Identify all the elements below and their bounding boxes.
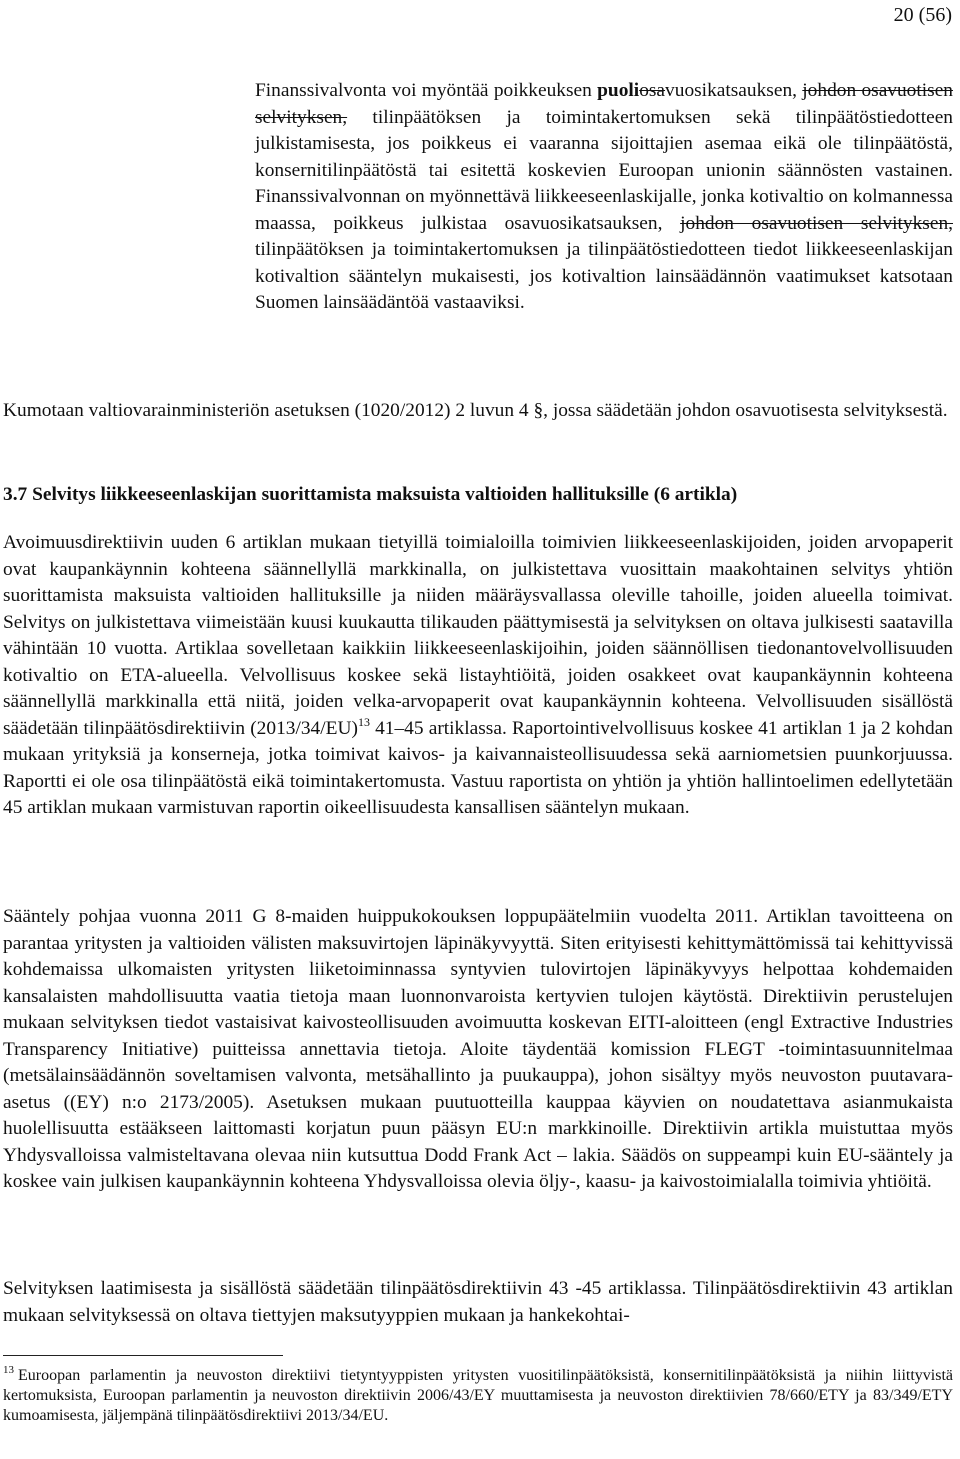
amendment-text-block [255, 78, 953, 317]
repeal-paragraph: Kumotaan valtiovarainministeriön asetuksen (1020/2012) 2 luvun 4 §, jossa säädetään johdon osavuotisesta selvityksestä. [3, 400, 948, 421]
deleted-text: osa [639, 80, 666, 101]
footnote-number: 13 [3, 1364, 14, 1376]
body-paragraph-3: Selvityksen laatimisesta ja sisällöstä säädetään tilinpäätösdirektiivin 43 -45 artiklassa. Tilinpäätösdirektiivin 43 artiklan mukaan selvityksessä on oltava tiettyjen maksutyyppien mukaan ja hankekohtai- [3, 1278, 953, 1326]
amendment-text: vuosikatsauksen, [665, 80, 803, 101]
body-paragraph-2: Sääntely pohjaa vuonna 2011 G 8-maiden huippukokouksen loppupäätelmiin vuodelta 2011. Artiklan tavoitteena on parantaa yritysten ja valtioiden välisten maksuvirtojen läpinäkyvyyttä. Siten erityisesti kehittymättömissä tai kehittyvissä kohdemaissa ulkomaisten yritysten liiketoiminnassa syntyvien tulovirtojen läpinäkyvyys helpottaa kohdemaiden kansalaisten mahdollisuutta vaatia tietoja maan luonnonvaroista kertyvien tulojen käytöstä. Direktiivin perustelujen mukaan selvityksen tiedot vastaisivat kaivosteollisuuden avoimuutta koskevan EITI-aloitteen (engl Extractive Industries Transparency Initiative) puitteissa annettavia tietoja. Aloite täydentää komission FLEGT -toimintasuunnitelmaa (metsälainsäädännön soveltamisen valvonta, metsähallinto ja puukauppa), johon sisältyy myös neuvoston puutavara-asetus ((EY) n:o 2173/2005). Asetuksen mukaan puutuotteilla kauppaa käyvien on noudatettava asianmukaista huolellisuutta estääkseen laittomasti korjatun puun pääsyn EU:n markkinoille. Direktiivin artikla muistuttaa myös Yhdysvalloissa valmisteltavana olevaa niin kutsuttua Dodd Frank Act – lakia. Säädös on suppeampi kuin EU-sääntely ja koskee vain julkisen kaupankäynnin kohteena Yhdysvalloissa olevia öljy-, kaasu- ja kaivostoimialalla toimivia yhtiöitä. [3, 906, 953, 1192]
body-text: 41–45 artiklassa. Raportointivelvollisuus koskee 41 artiklan 1 ja 2 kohdan mukaan yrityksiä ja konserneja, jotka toimivat kaivos- ja kaivannaisteollisuudessa sekä aarniometsien puunkorjuussa. Raportti ei ole osa tilinpäätöstä eikä toimintakertomusta. Vastuu raportista on yhtiön ja yhtiön hallintoelimen edellytetään 45 artiklan mukaan varmistuvan raportin oikeellisuudesta kansallisen sääntelyn mukaan. [3, 717, 953, 818]
body-paragraph-1 [3, 530, 953, 822]
deleted-text: johdon osavuotisen selvityksen, [680, 212, 953, 234]
amendment-text: tilinpäätöksen ja toimintakertomuksen sekä tilinpäätöstiedotteen julkistamisesta, jos poikkeus ei vaaranna sijoittajien asemaa eikä ole tilinpäätöstä, konsernitilinpäätöstä tai esitettä koskevien Euroopan unionin säännösten vastainen. Finanssivalvonnan on myönnettävä liikkeeseenlaskijalle, jonka kotivaltio on kolmannessa maassa, poikkeus julkistaa osavuosikatsauksen, [255, 106, 953, 234]
body-text: Avoimuusdirektiivin uuden 6 artiklan mukaan tietyillä toimialoilla toimivien liikkeeseenlaskijoiden, joiden arvopaperit ovat kaupankäynnin kohteena säännellyllä markkinalla, on julkistettava vuosittain maakohtainen selvitys yhtiön suorittamista maksuista valtioiden hallituksille ja niiden määräysvallassa oleville tahoille, joiden alueella toimivat. Selvitys on julkistettava viimeistään kuusi kuukautta tilikauden päättymisestä ja selvityksen on oltava julkisesti saatavilla vähintään 10 vuotta. Artiklaa sovelletaan kaikkiin liikkeeseenlaskijoihin, joiden säännöllisen tiedonantovelvollisuuden kotivaltio on ETA-alueella. Velvollisuus koskee sekä listayhtiöitä, joiden osakkeet ovat kaupankäynnin kohteena säännellyllä markkinalla että niitä, joiden velka-arvopaperit ovat kaupankäynnin kohteena. Velvollisuuden sisällöstä säädetään tilinpäätösdirektiivin (2013/34/EU) [3, 532, 953, 739]
footnote-reference[interactable]: 13 [357, 714, 370, 729]
page-number: 20 (56) [893, 4, 952, 26]
footnote-text: Euroopan parlamentin ja neuvoston direktiivi tietyntyyppisten yritysten vuositilinpäätöksistä, konsernitilinpäätöksistä ja niihin liittyvistä kertomuksista, Euroopan parlamentin ja neuvoston direktiivin 2006/43/EY muuttamisesta ja neuvoston direktiivien 78/660/ETY ja 83/349/ETY kumoamisesta, jäljempänä tilinpäätösdirektiivi 2013/34/EU. [3, 1367, 953, 1424]
footnote [3, 1366, 953, 1426]
deleted-text: johdon osavuotisen selvityksen, [255, 80, 954, 128]
amendment-text: tilinpäätöksen ja toimintakertomuksen ja tilinpäätöstiedotteen tiedot liikkeeseenlaskijan kotivaltion sääntelyn mukaisesti, jos kotivaltion lainsäädännön vaatimukset katsotaan Suomen lainsäädäntöä vastaaviksi. [255, 239, 953, 313]
amendment-text: Finanssivalvonta voi myöntää poikkeuksen [255, 80, 598, 101]
inserted-text: puoli [597, 80, 640, 101]
section-heading: 3.7 Selvitys liikkeeseenlaskijan suorittamista maksuista valtioiden hallituksille (6 artikla) [3, 484, 738, 505]
footnote-separator [3, 1355, 283, 1356]
